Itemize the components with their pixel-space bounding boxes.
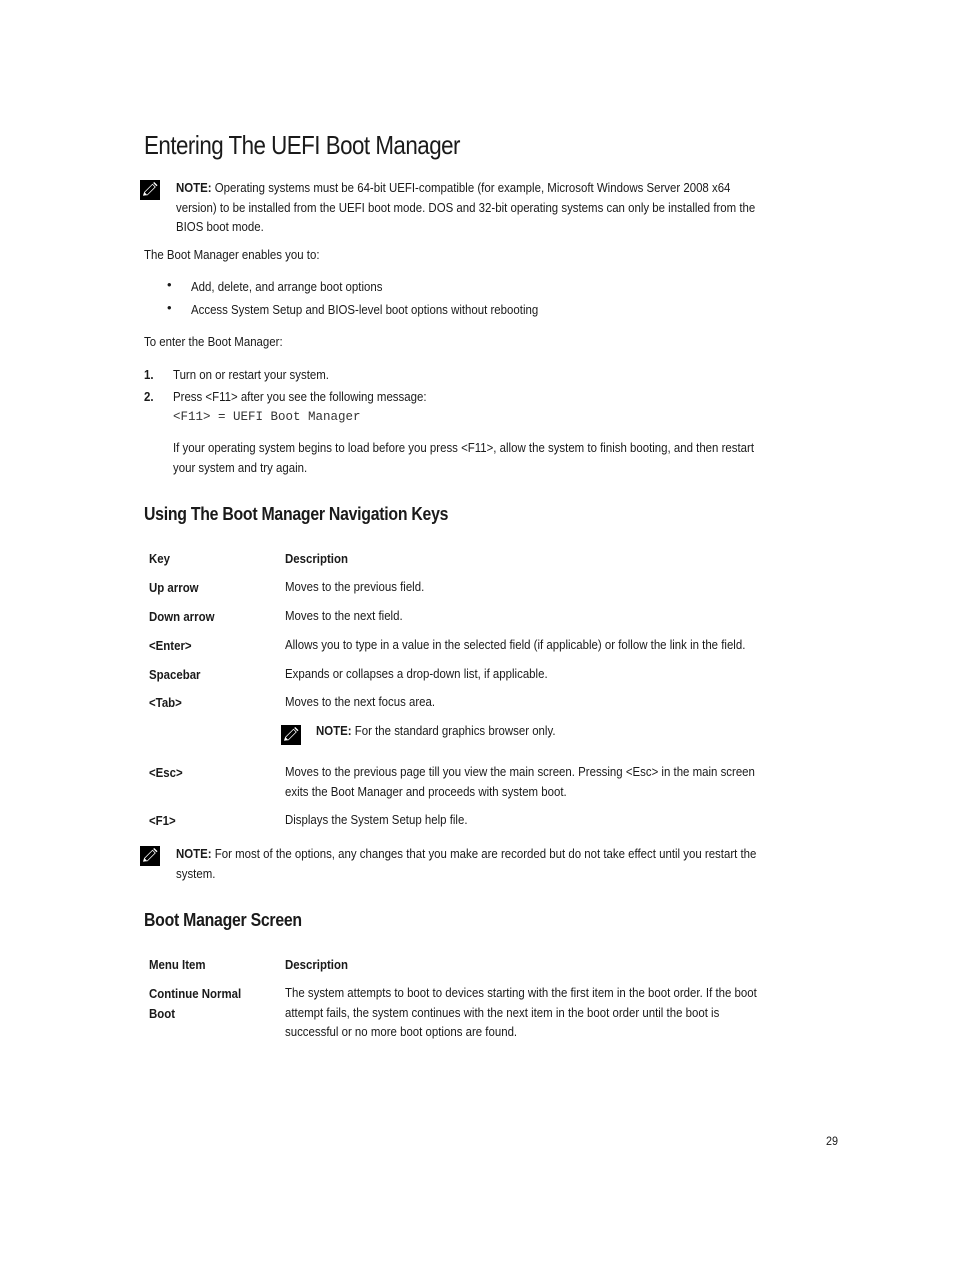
pencil-note-icon: [281, 725, 301, 745]
note-2-line-2: system.: [176, 865, 216, 881]
description-cell-line-2: exits the Boot Manager and proceeds with system boot.: [285, 783, 567, 799]
pencil-note-icon: [140, 180, 160, 200]
menu-item-cell-line-1: Continue Normal: [149, 986, 242, 1001]
note-icon-tab: [281, 725, 301, 750]
description-cell: Moves to the next focus area.: [285, 694, 436, 709]
enter-intro-text: To enter the Boot Manager:: [144, 334, 283, 349]
key-cell: <F1>: [149, 813, 176, 828]
table-header-description: Description: [285, 957, 348, 972]
note-label: NOTE:: [316, 723, 352, 738]
intro-text: The Boot Manager enables you to:: [144, 247, 320, 262]
bullet-item: Add, delete, and arrange boot options: [191, 279, 383, 294]
table-header-menu-item: Menu Item: [149, 957, 206, 972]
note-label: NOTE:: [176, 180, 212, 195]
bullet-marker: •: [167, 300, 172, 315]
step-number: 2.: [144, 389, 154, 404]
menu-item-cell-line-2: Boot: [149, 1005, 176, 1021]
description-cell-line-1: The system attempts to boot to devices starting with the first item in the boot order. If the boot: [285, 985, 757, 1000]
table-header-key: Key: [149, 551, 170, 566]
step-followup-line-1: If your operating system begins to load before you press <F11>, allow the system to finish booting, and then restart: [173, 440, 755, 455]
description-cell: Displays the System Setup help file.: [285, 812, 468, 827]
note-1-line-3: BIOS boot mode.: [176, 219, 264, 234]
note-text: Operating systems must be 64-bit UEFI-compatible (for example, Microsoft Windows Server 2008 x64: [214, 180, 731, 195]
step-text: Turn on or restart your system.: [173, 367, 329, 382]
key-cell: Spacebar: [149, 667, 201, 682]
description-cell-line-1: Moves to the previous page till you view the main screen. Pressing <Esc> in the main screen: [285, 764, 755, 779]
note-icon-1: [140, 180, 160, 205]
step-text: Press <F11> after you see the following message:: [173, 389, 427, 404]
section-heading-navigation-keys: Using The Boot Manager Navigation Keys: [144, 504, 449, 524]
note-text: For most of the options, any changes that you make are recorded but do not take effect until you restart the: [214, 846, 757, 861]
note-text: For the standard graphics browser only.: [354, 723, 556, 738]
description-cell: Allows you to type in a value in the selected field (if applicable) or follow the link in the field.: [285, 637, 746, 652]
description-cell-line-3: successful or no more boot options are found.: [285, 1024, 518, 1039]
page-number: 29: [826, 1134, 839, 1148]
table-header-description: Description: [285, 551, 348, 566]
note-1-line-1: [176, 178, 730, 198]
description-cell-line-2: attempt fails, the system continues with the next item in the boot order until the boot is: [285, 1004, 720, 1020]
note-label: NOTE:: [176, 846, 212, 861]
description-cell: Moves to the previous field.: [285, 579, 425, 594]
key-cell: Down arrow: [149, 609, 215, 624]
note-2-line-1: [176, 844, 756, 864]
key-cell: <Esc>: [149, 765, 183, 780]
description-cell: Moves to the next field.: [285, 608, 403, 623]
page-title: Entering The UEFI Boot Manager: [144, 130, 460, 160]
note-icon-2: [140, 846, 160, 871]
code-message: <F11> = UEFI Boot Manager: [173, 410, 361, 424]
key-cell: <Tab>: [149, 695, 182, 710]
step-followup-line-2: your system and try again.: [173, 459, 308, 475]
tab-note: [316, 721, 556, 741]
pencil-note-icon: [140, 846, 160, 866]
bullet-item: Access System Setup and BIOS-level boot options without rebooting: [191, 302, 539, 317]
note-1-line-2: version) to be installed from the UEFI boot mode. DOS and 32-bit operating systems can only be installed from the: [176, 199, 756, 215]
section-heading-boot-manager-screen: Boot Manager Screen: [144, 910, 302, 930]
key-cell: Up arrow: [149, 580, 199, 595]
step-number: 1.: [144, 367, 154, 382]
description-cell: Expands or collapses a drop-down list, if applicable.: [285, 666, 548, 681]
key-cell: <Enter>: [149, 638, 192, 653]
bullet-marker: •: [167, 277, 172, 292]
